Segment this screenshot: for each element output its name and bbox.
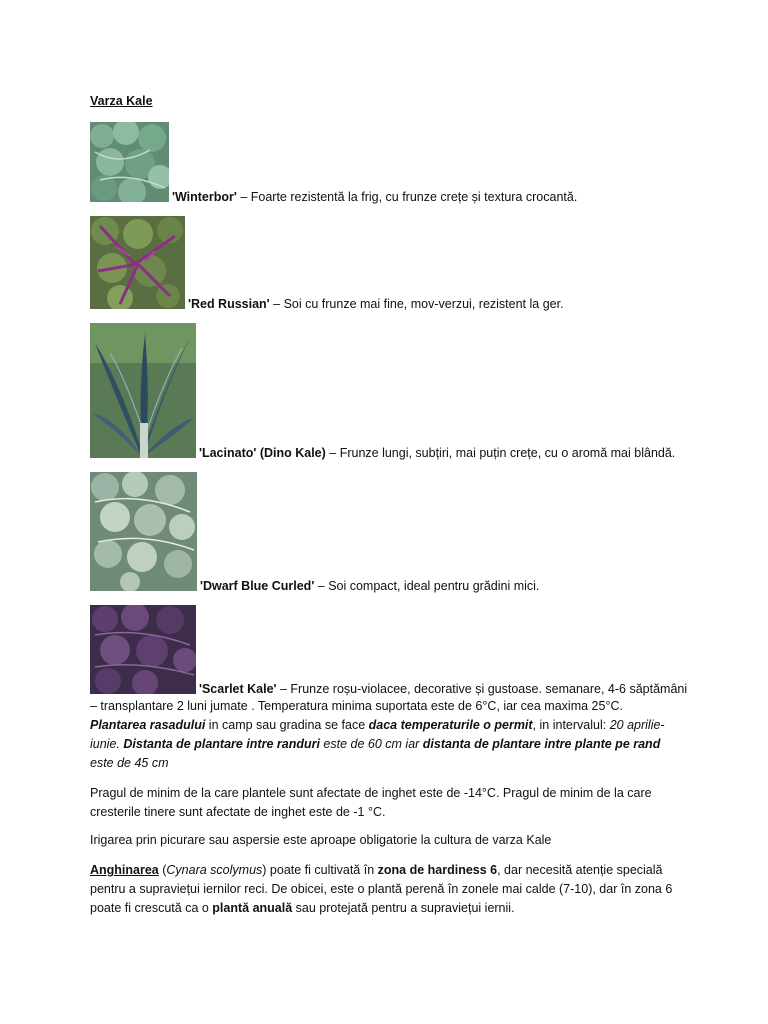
kale-red-russian-photo xyxy=(90,216,185,309)
variety-caption: 'Winterbor' – Foarte rezistentă la frig, cu frunze crețe și textura crocantă. xyxy=(172,190,578,204)
variety-caption: 'Dwarf Blue Curled' – Soi compact, ideal pentru grădini mici. xyxy=(200,579,540,593)
variety-caption: 'Red Russian' – Soi cu frunze mai fine, mov-verzui, rezistent la ger. xyxy=(188,297,564,311)
page-title: Varza Kale xyxy=(90,94,153,108)
variety-caption: 'Lacinato' (Dino Kale) – Frunze lungi, subțiri, mai puțin crețe, cu o aromă mai blândă. xyxy=(199,446,676,460)
kale-winterbor-photo xyxy=(90,122,169,202)
kale-scarlet-photo xyxy=(90,605,196,694)
kale-dwarf-blue-curled-photo xyxy=(90,472,197,591)
irrigation-paragraph: Irigarea prin picurare sau aspersie este aproape obligatorie la cultura de varza Kale xyxy=(90,833,552,847)
variety-scarlet-kale xyxy=(90,605,687,694)
artichoke-paragraph: Anghinarea (Cynara scolymus) poate fi cultivată în zona de hardiness 6, dar necesită atenție specială pentru a supraviețui iernilor reci. De obicei, este o plantă perenă în zonele mai calde (7-10), dar în zona 6 poate fi crescută ca o plantă anuală sau protejată pentru a supraviețui iernii. xyxy=(90,863,673,915)
scarlet-details-paragraph: – transplantare 2 luni jumate . Temperatura minima suportata este de 6°C, iar cea maxima 25°C. Plantarea rasadului in camp sau gradina se face daca temperaturile o permit, in intervalul: 20 aprilie-iunie. Distanta de plantare intre randuri este de 60 cm iar distanta de plantare intre plante pe rand este de 45 cm xyxy=(90,699,665,770)
kale-lacinato-photo xyxy=(90,323,196,458)
variety-red-russian xyxy=(90,216,564,309)
variety-lacinato xyxy=(90,323,675,458)
variety-dwarf-blue-curled xyxy=(90,472,539,591)
variety-caption: 'Scarlet Kale' – Frunze roșu-violacee, decorative și gustoase. semanare, 4-6 săptămâni xyxy=(199,682,688,696)
frost-paragraph: Pragul de minim de la care plantele sunt afectate de inghet este de -14°C. Pragul de minim de la care cresterile tinere sunt afectate de inghet este de -1 °C. xyxy=(90,786,652,819)
variety-winterbor xyxy=(90,122,577,202)
